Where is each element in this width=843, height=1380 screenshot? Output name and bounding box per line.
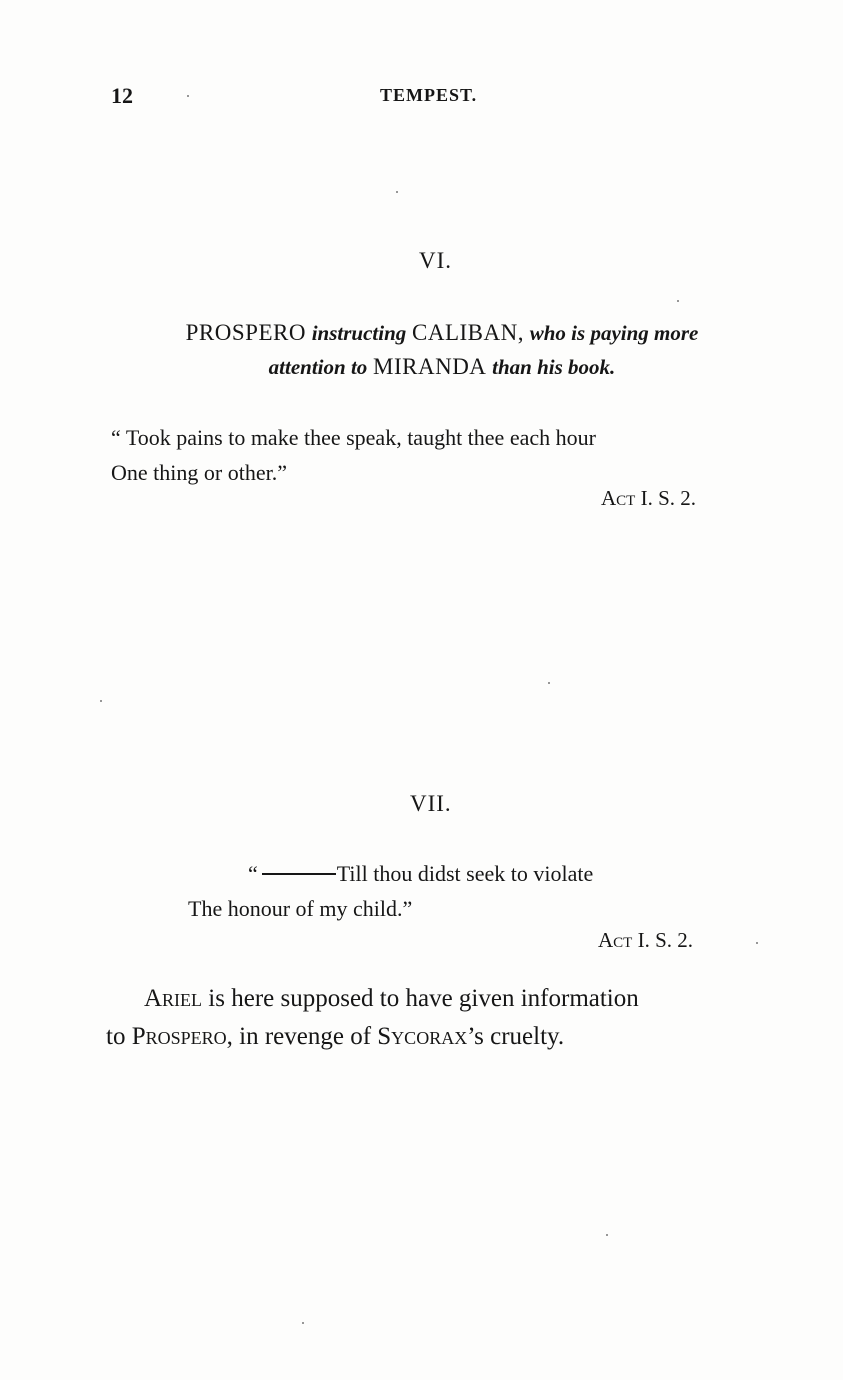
caption-phrase-1: who is paying more <box>529 321 699 345</box>
note-text: to <box>106 1023 132 1050</box>
caption-name-miranda: MIRANDA <box>373 354 487 379</box>
note-text: is here supposed to have given information <box>202 985 639 1012</box>
note-text: in revenge of <box>232 1023 378 1050</box>
citation-ref: I. S. 2. <box>635 486 697 510</box>
quote-dash <box>262 873 336 875</box>
paper-speck <box>187 95 189 97</box>
quote-line <box>188 856 593 891</box>
plate-vii-quote <box>188 856 593 926</box>
note-name-sycorax: Sycorax <box>377 1023 468 1050</box>
citation-act: Act <box>598 928 633 952</box>
note-paragraph <box>106 980 776 1056</box>
paper-speck <box>100 700 102 702</box>
plate-vi-citation <box>601 486 696 511</box>
plate-number-vii: VII. <box>410 791 452 816</box>
caption-name-prospero: PROSPERO <box>185 320 306 345</box>
caption-word: instructing <box>311 321 407 345</box>
quote-open-mark: “ <box>248 861 258 886</box>
plate-number-vi: VI. <box>419 248 453 273</box>
page-number: 12 <box>111 83 133 108</box>
plate-vii-citation <box>598 928 693 953</box>
paper-speck <box>302 1322 304 1324</box>
paper-speck <box>606 1234 608 1236</box>
paper-speck <box>396 191 398 193</box>
quote-line-text: Till thou didst seek to violate <box>336 861 594 886</box>
note-line <box>106 1018 776 1056</box>
note-text: ’s cruelty. <box>467 1023 565 1050</box>
caption-phrase-3: than his book. <box>492 355 616 379</box>
citation-act: Act <box>601 486 636 510</box>
note-line <box>106 980 776 1018</box>
plate-vi-quote <box>111 420 596 490</box>
paper-speck <box>548 682 550 684</box>
note-name-ariel: Ariel <box>144 985 203 1012</box>
paper-speck <box>677 300 679 302</box>
quote-line: “ Took pains to make thee speak, taught thee each hour <box>111 425 596 450</box>
plate-vi-caption <box>112 316 772 384</box>
paper-speck <box>756 942 758 944</box>
quote-line: The honour of my child.” <box>188 896 413 921</box>
quote-line: One thing or other.” <box>111 460 287 485</box>
note-name-prospero: Prospero, <box>131 1023 233 1050</box>
running-head: TEMPEST. <box>380 85 478 105</box>
citation-ref: I. S. 2. <box>632 928 694 952</box>
caption-name-caliban: CALIBAN, <box>412 320 524 345</box>
caption-phrase-2: attention to <box>268 355 368 379</box>
